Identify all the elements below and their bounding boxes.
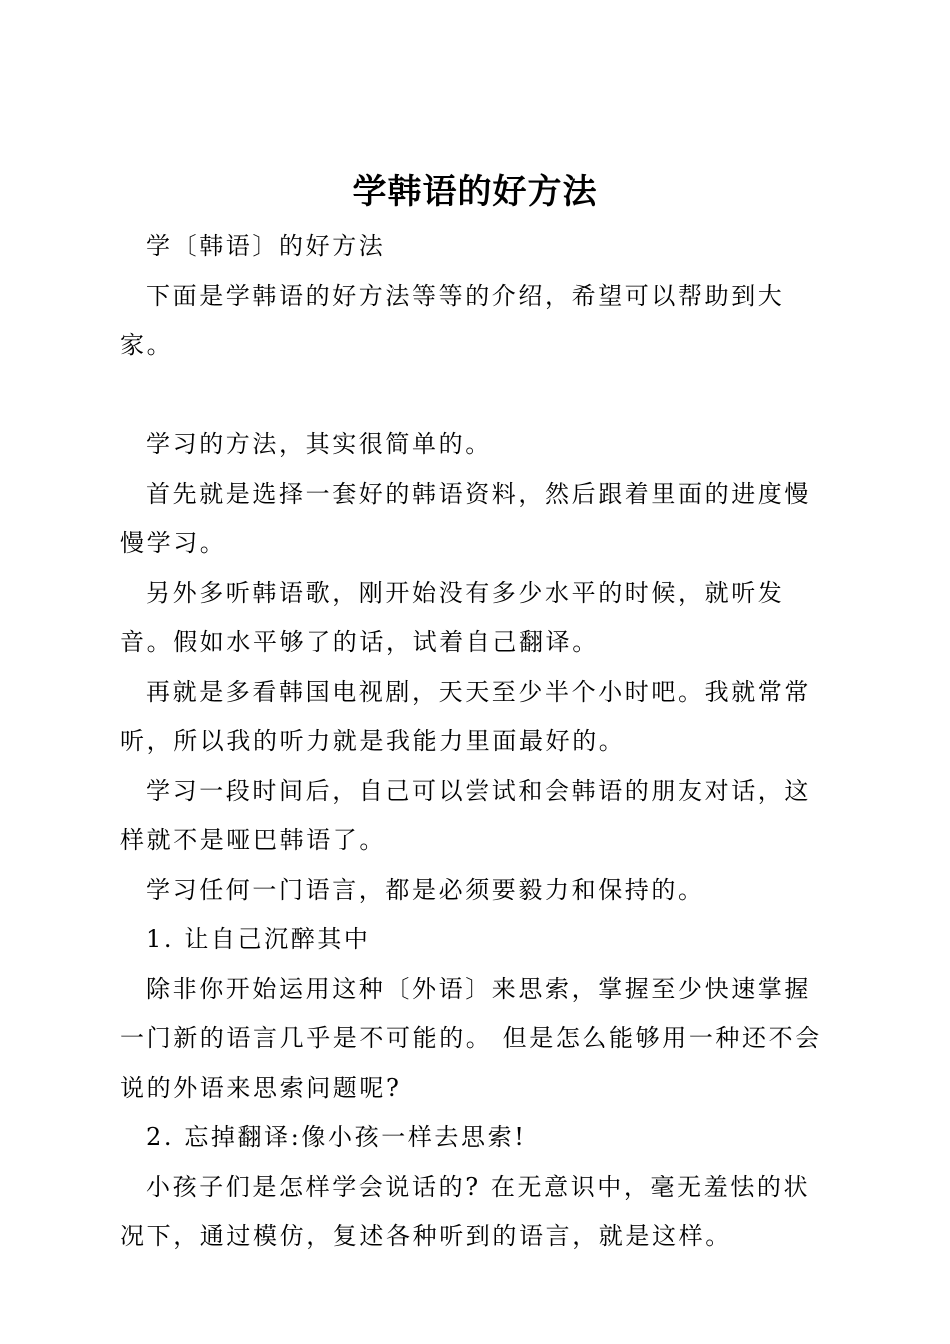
heading-immersion: 1. 让自己沉醉其中 [146, 925, 371, 953]
paragraph-subtitle: 学〔韩语〕的好方法 [146, 232, 386, 260]
document-title: 学韩语的好方法 [352, 171, 598, 212]
paragraph-conversation: 学习一段时间后，自己可以尝试和会韩语的朋友对话，这样就不是哑巴韩语了。 [120, 776, 811, 854]
document-body [120, 222, 835, 1262]
paragraph-materials: 首先就是选择一套好的韩语资料，然后跟着里面的进度慢慢学习。 [120, 479, 811, 557]
paragraph-perseverance: 学习任何一门语言，都是必须要毅力和保持的。 [146, 875, 705, 904]
paragraph-immersion: 除非你开始运用这种〔外语〕来思索，掌握至少快速掌握一门新的语言几乎是不可能的。 但是怎么能够用一种还不会说的外语来思索问题呢? [120, 974, 822, 1102]
heading-forget-translation: 2. 忘掉翻译:像小孩一样去思索! [146, 1123, 527, 1151]
paragraph-children: 小孩子们是怎样学会说话的? 在无意识中，毫无羞怯的状况下，通过模仿，复述各种听到的语言，就是这样。 [120, 1172, 811, 1250]
paragraph-blank [120, 371, 835, 421]
paragraph-tv-dramas: 再就是多看韩国电视剧，天天至少半个小时吧。我就常常听，所以我的听力就是我能力里面最好的。 [120, 677, 811, 755]
paragraph-intro: 下面是学韩语的好方法等等的介绍，希望可以帮助到大家。 [120, 281, 785, 359]
paragraph-method: 学习的方法，其实很简单的。 [146, 430, 492, 458]
paragraph-songs: 另外多听韩语歌，刚开始没有多少水平的时候，就听发音。假如水平够了的话，试着自己翻译。 [120, 578, 785, 656]
